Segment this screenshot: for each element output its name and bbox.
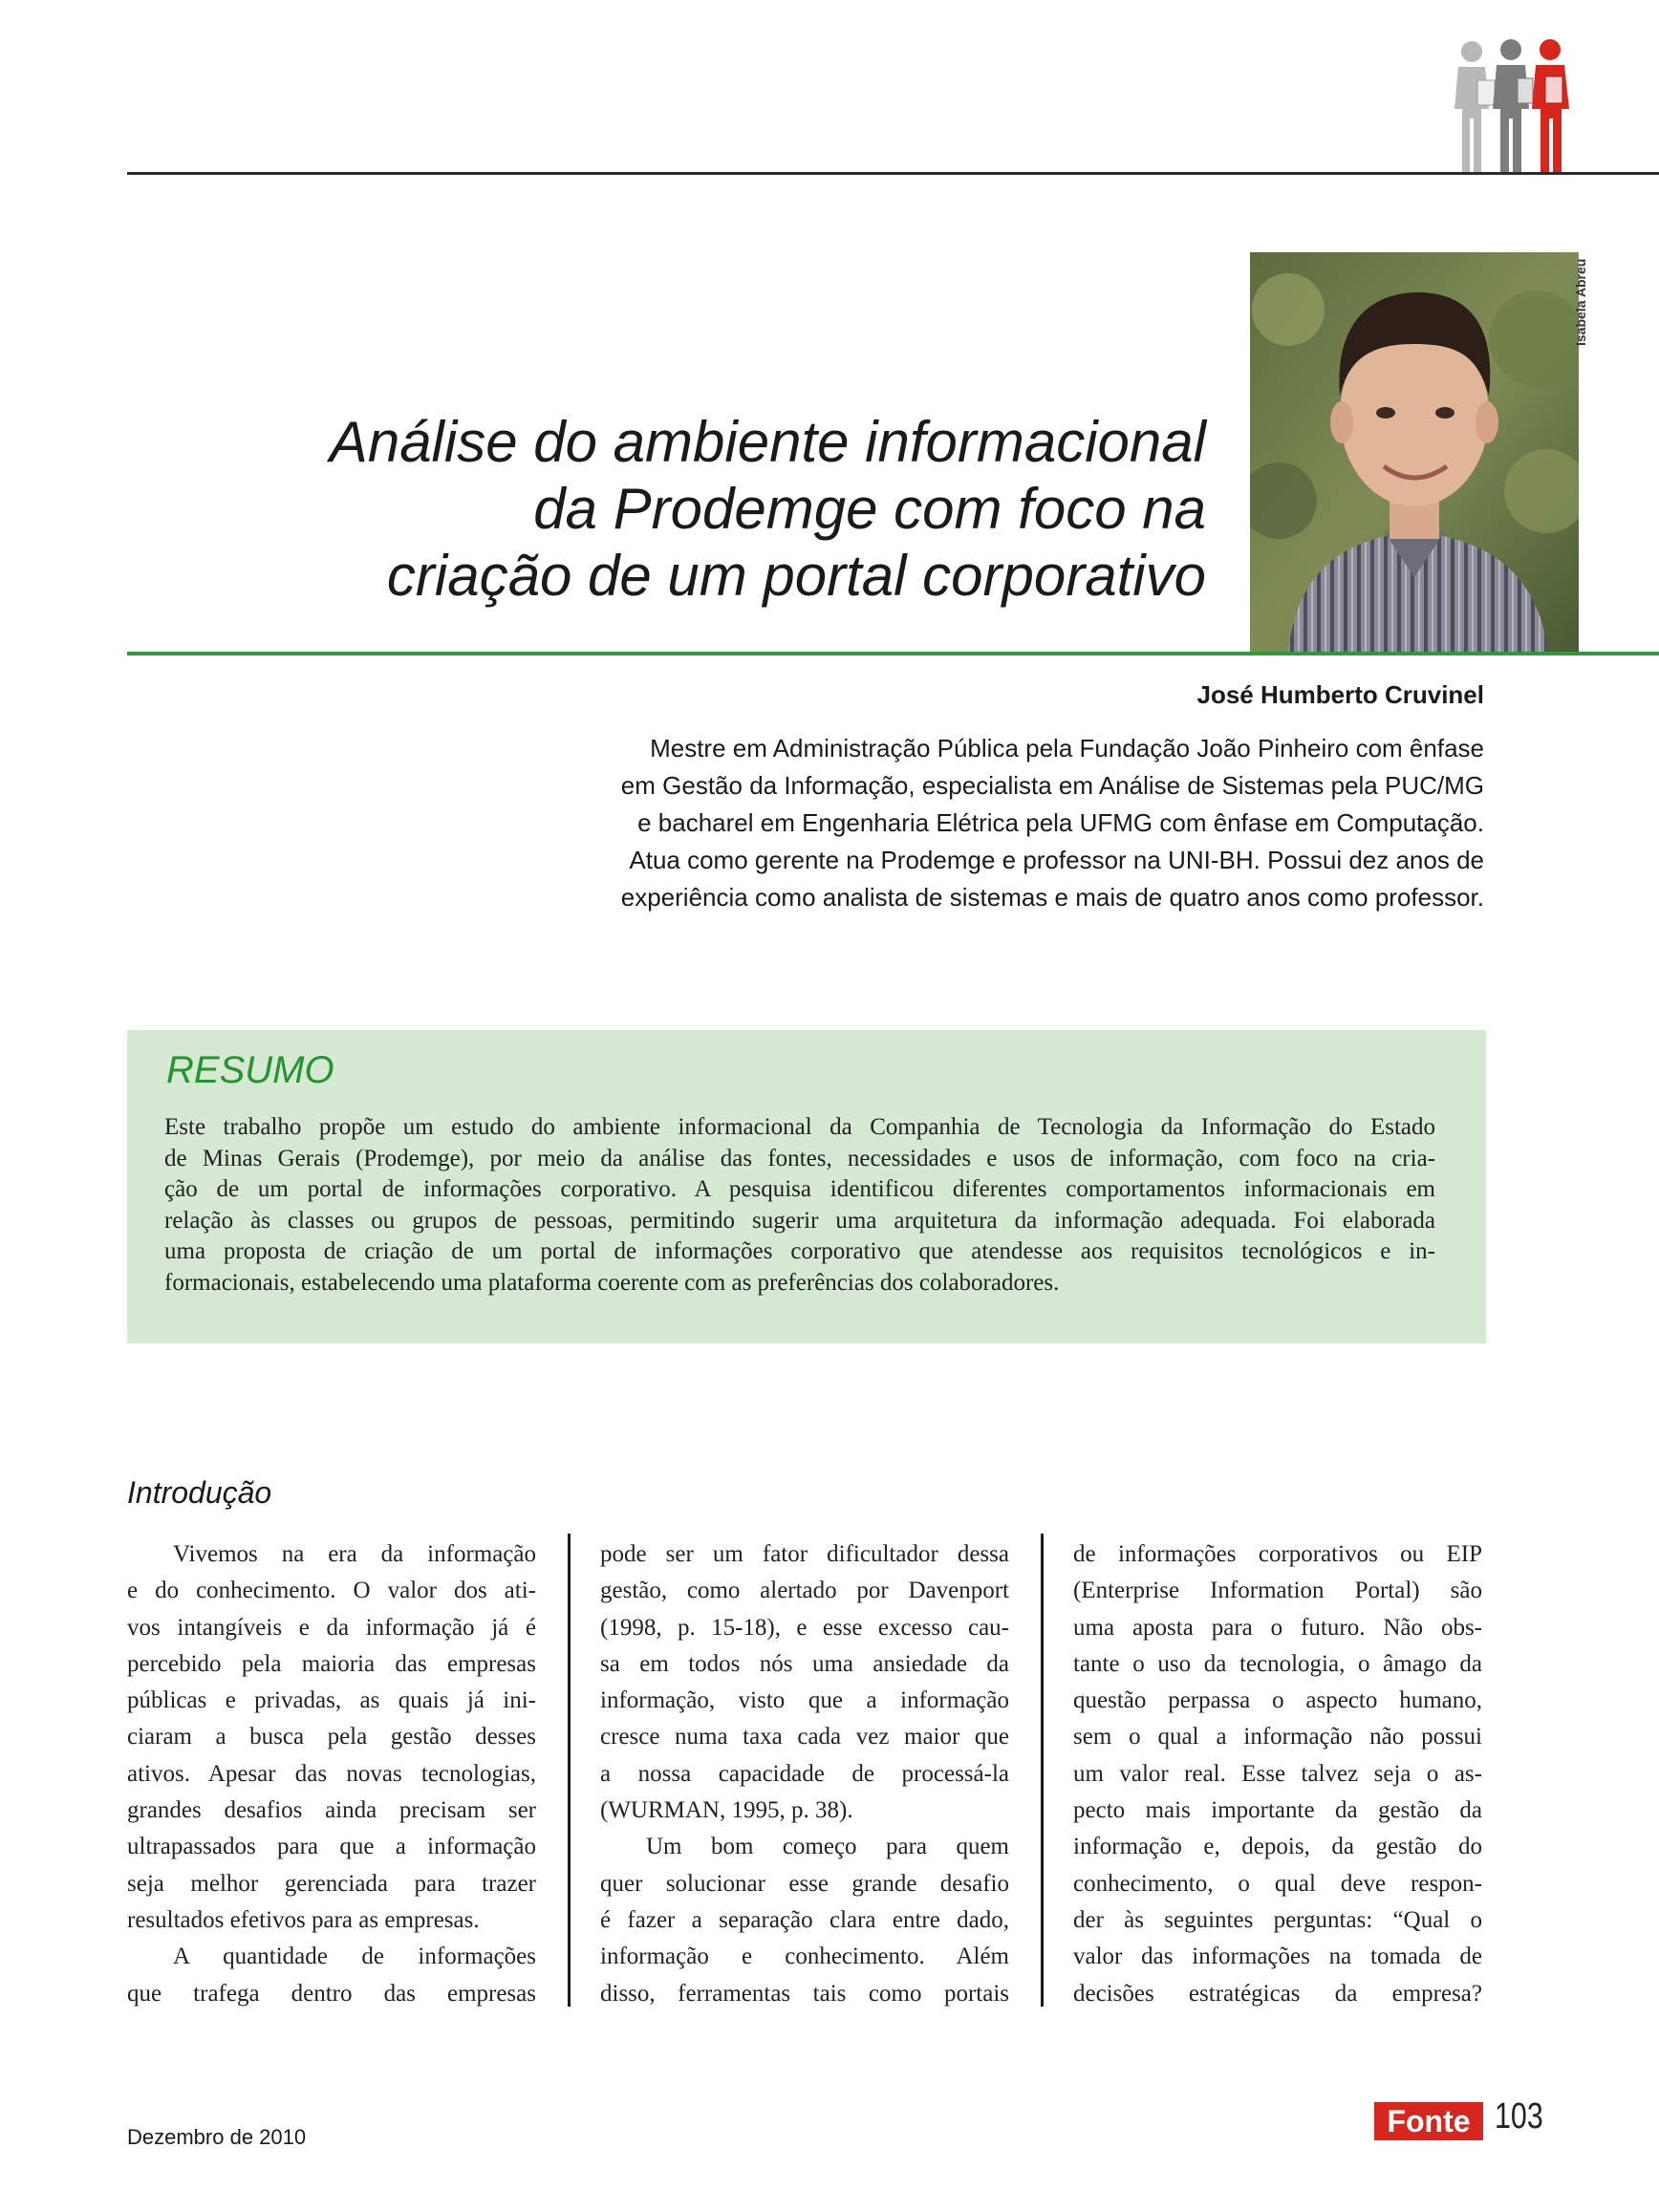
text-line: tante o uso da tecnologia, o âmago da xyxy=(1073,1650,1482,1677)
footer-date: Dezembro de 2010 xyxy=(127,2125,307,2149)
text-line: (WURMAN, 1995, p. 38). xyxy=(600,1797,853,1824)
text-line: der às seguintes perguntas: “Qual o xyxy=(1073,1906,1482,1933)
text-line: (Enterprise Information Portal) são xyxy=(1073,1578,1482,1604)
bio-line: experiência como analista de sistemas e mais de quatro anos como professor. xyxy=(620,883,1484,912)
abstract-line: de Minas Gerais (Prodemge), por meio da análise das fontes, necessidades e usos de informação, com foco na cria- xyxy=(164,1145,1435,1171)
top-rule xyxy=(127,172,1659,175)
text-line: Vivemos na era da informação xyxy=(173,1541,536,1567)
author-photo xyxy=(1250,252,1579,652)
text-column-3 xyxy=(1073,1536,1482,2012)
text-line: (1998, p. 15-18), e esse excesso cau- xyxy=(600,1614,1009,1641)
text-line: ultrapassados para que a informação xyxy=(127,1834,536,1860)
bio-line: Mestre em Administração Pública pela Fundação João Pinheiro com ênfase xyxy=(650,734,1484,762)
text-line: uma aposta para o futuro. Não obs- xyxy=(1073,1614,1482,1641)
text-line: informação e, depois, da gestão do xyxy=(1073,1834,1482,1860)
article-title xyxy=(172,409,1206,610)
bio-line: Atua como gerente na Prodemge e professor na UNI-BH. Possui dez anos de xyxy=(629,846,1484,874)
text-line: é fazer a separação clara entre dado, xyxy=(600,1906,1009,1933)
text-line: percebido pela maioria das empresas xyxy=(127,1650,536,1677)
text-line: cresce numa taxa cada vez maior que xyxy=(600,1724,1009,1750)
title-divider xyxy=(127,652,1659,655)
text-line: disso, ferramentas tais como portais xyxy=(600,1980,1009,2007)
text-line: sa em todos nós uma ansiedade da xyxy=(600,1650,1009,1677)
text-line: pecto mais importante da gestão da xyxy=(1073,1797,1482,1824)
bio-line: em Gestão da Informação, especialista em Análise de Sistemas pela PUC/MG xyxy=(620,771,1484,800)
title-line: Análise do ambiente informacional xyxy=(329,410,1206,474)
abstract-line: Este trabalho propõe um estudo do ambiente informacional da Companhia de Tecnologia da Informação do Estado xyxy=(164,1114,1435,1140)
column-rule xyxy=(568,1534,571,2007)
text-line: informação, visto que a informação xyxy=(600,1687,1009,1714)
text-line: ciaram a busca pela gestão desses xyxy=(127,1724,536,1750)
text-line: a nossa capacidade de processá-la xyxy=(600,1760,1009,1787)
text-line: decisões estratégicas da empresa? xyxy=(1073,1980,1482,2007)
abstract-heading: RESUMO xyxy=(166,1049,334,1091)
text-line: A quantidade de informações xyxy=(173,1944,536,1970)
abstract-line: ção de um portal de informações corporativo. A pesquisa identificou diferentes comportamentos informacionais em xyxy=(164,1176,1435,1202)
text-line: um valor real. Esse talvez seja o as- xyxy=(1073,1760,1482,1787)
three-people-icon xyxy=(1451,38,1577,174)
fonte-logo: Fonte xyxy=(1374,2102,1483,2140)
photo-credit: Isabela Abreu xyxy=(1573,258,1588,346)
text-line: resultados efetivos para as empresas. xyxy=(127,1906,480,1933)
text-line: públicas e privadas, as quais já ini- xyxy=(127,1687,536,1714)
column-rule xyxy=(1041,1534,1044,2007)
text-line: sem o qual a informação não possui xyxy=(1073,1724,1482,1750)
text-line: ativos. Apesar das novas tecnologias, xyxy=(127,1760,536,1787)
title-line: da Prodemge com foco na xyxy=(533,477,1206,541)
text-line: pode ser um fator dificultador dessa xyxy=(600,1541,1009,1567)
text-column-2 xyxy=(600,1536,1009,2012)
text-line: e do conhecimento. O valor dos ati- xyxy=(127,1578,536,1604)
text-line: quer solucionar esse grande desafio xyxy=(600,1870,1009,1897)
text-line: informação e conhecimento. Além xyxy=(600,1944,1009,1970)
text-line: de informações corporativos ou EIP xyxy=(1073,1541,1482,1567)
text-line: conhecimento, o qual deve respon- xyxy=(1073,1870,1482,1897)
text-line: Um bom começo para quem xyxy=(646,1834,1009,1860)
text-column-1 xyxy=(127,1536,536,2012)
text-line: questão perpassa o aspecto humano, xyxy=(1073,1687,1482,1714)
title-line: criação de um portal corporativo xyxy=(386,544,1206,608)
author-bio xyxy=(440,730,1484,916)
text-line: vos intangíveis e da informação já é xyxy=(127,1614,536,1641)
abstract-line: relação às classes ou grupos de pessoas, permitindo sugerir uma arquitetura da informação adequada. Foi elaborada xyxy=(164,1207,1435,1234)
author-name: José Humberto Cruvinel xyxy=(1196,680,1484,709)
abstract-line: uma proposta de criação de um portal de informações corporativo que atendesse aos requisitos tecnológicos e in- xyxy=(164,1238,1435,1264)
bio-line: e bacharel em Engenharia Elétrica pela UFMG com ênfase em Computação. xyxy=(637,808,1484,837)
text-line: seja melhor gerenciada para trazer xyxy=(127,1870,536,1897)
text-line: grandes desafios ainda precisam ser xyxy=(127,1797,536,1824)
abstract-line: formacionais, estabelecendo uma plataforma coerente com as preferências dos colaboradores. xyxy=(164,1269,1060,1296)
page-number: 103 xyxy=(1495,2096,1543,2137)
text-line: que trafega dentro das empresas xyxy=(127,1980,536,2007)
text-line: valor das informações na tomada de xyxy=(1073,1944,1482,1970)
section-heading: Introdução xyxy=(127,1475,272,1510)
abstract-text xyxy=(164,1112,1435,1299)
text-line: gestão, como alertado por Davenport xyxy=(600,1578,1009,1604)
